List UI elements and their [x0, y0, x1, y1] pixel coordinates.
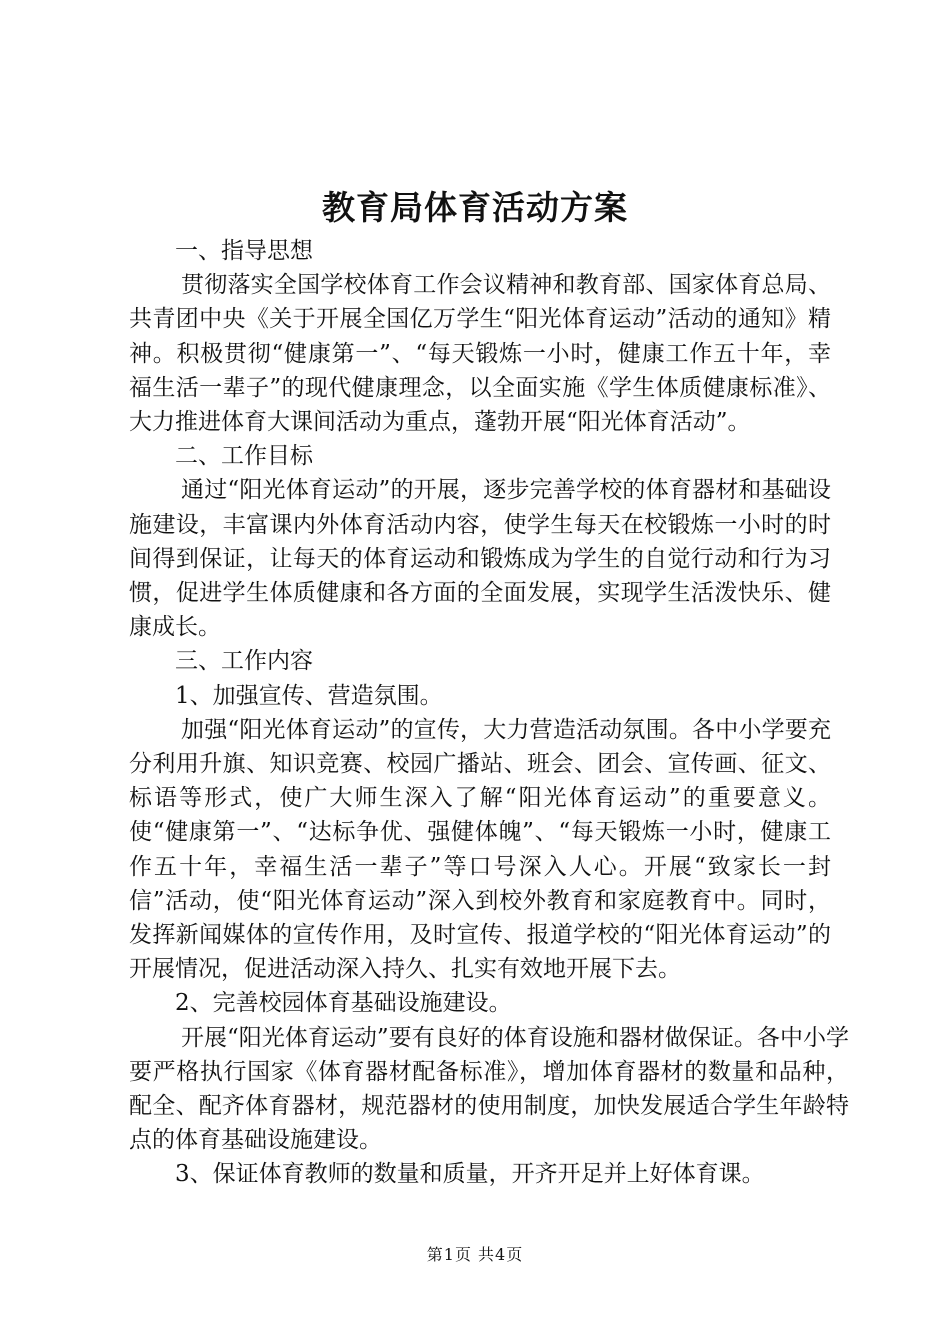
page-footer: 第1页 共4页 — [426, 1245, 524, 1264]
paragraph-publicity: 加强“阳光体育运动”的宣传，大力营造活动氛围。各中小学要充分利用升旗、知识竞赛、校园广播站、班会、团会、宣传画、征文、标语等形式，使广大师生深入了解“阳光体育运动”的重要意义。使“健康第一”、“达标争优、强健体魄”、“每天锻炼一小时，健康工作五十年，幸福生活一辈子”等口号深入人心。开展“致家长一封信”活动，使“阳光体育运动”深入到校外教育和家庭教育中。同时，发挥新闻媒体的宣传作用，及时宣传、报道学校的“阳光体育运动”的开展情况，促进活动深入持久、扎实有效地开展下去。 — [129, 716, 831, 983]
section-heading-work-goals: 二、工作目标 — [175, 443, 313, 470]
section-heading-work-content: 三、工作内容 — [175, 648, 313, 675]
subsection-heading-facilities: 2、完善校园体育基础设施建设。 — [175, 990, 512, 1017]
subsection-heading-teachers: 3、保证体育教师的数量和质量，开齐开足并上好体育课。 — [175, 1161, 765, 1188]
subsection-heading-publicity: 1、加强宣传、营造氛围。 — [175, 682, 443, 709]
document-title: 教育局体育活动方案 — [322, 188, 628, 227]
paragraph-facilities: 开展“阳光体育运动”要有良好的体育设施和器材做保证。各中小学要严格执行国家《体育器材配备标准》，增加体育器材的数量和品种，配全、配齐体育器材，规范器材的使用制度，加快发展适合学生年龄特点的体育基础设施建设。 — [129, 1024, 849, 1154]
document-body — [129, 234, 849, 1192]
section-heading-guiding-thought: 一、指导思想 — [175, 238, 313, 264]
paragraph-work-goals: 通过“阳光体育运动”的开展，逐步完善学校的体育器材和基础设施建设，丰富课内外体育活动内容，使学生每天在校锻炼一小时的时间得到保证，让每天的体育运动和锻炼成为学生的自觉行动和行为习惯，促进学生体质健康和各方面的全面发展，实现学生活泼快乐、健康成长。 — [129, 477, 831, 641]
paragraph-guiding-thought: 贯彻落实全国学校体育工作会议精神和教育部、国家体育总局、共青团中央《关于开展全国亿万学生“阳光体育运动”活动的通知》精神。积极贯彻“健康第一”、“每天锻炼一小时，健康工作五十年，幸福生活一辈子”的现代健康理念，以全面实施《学生体质健康标准》、大力推进体育大课间活动为重点，蓬勃开展“阳光体育活动”。 — [129, 272, 831, 436]
